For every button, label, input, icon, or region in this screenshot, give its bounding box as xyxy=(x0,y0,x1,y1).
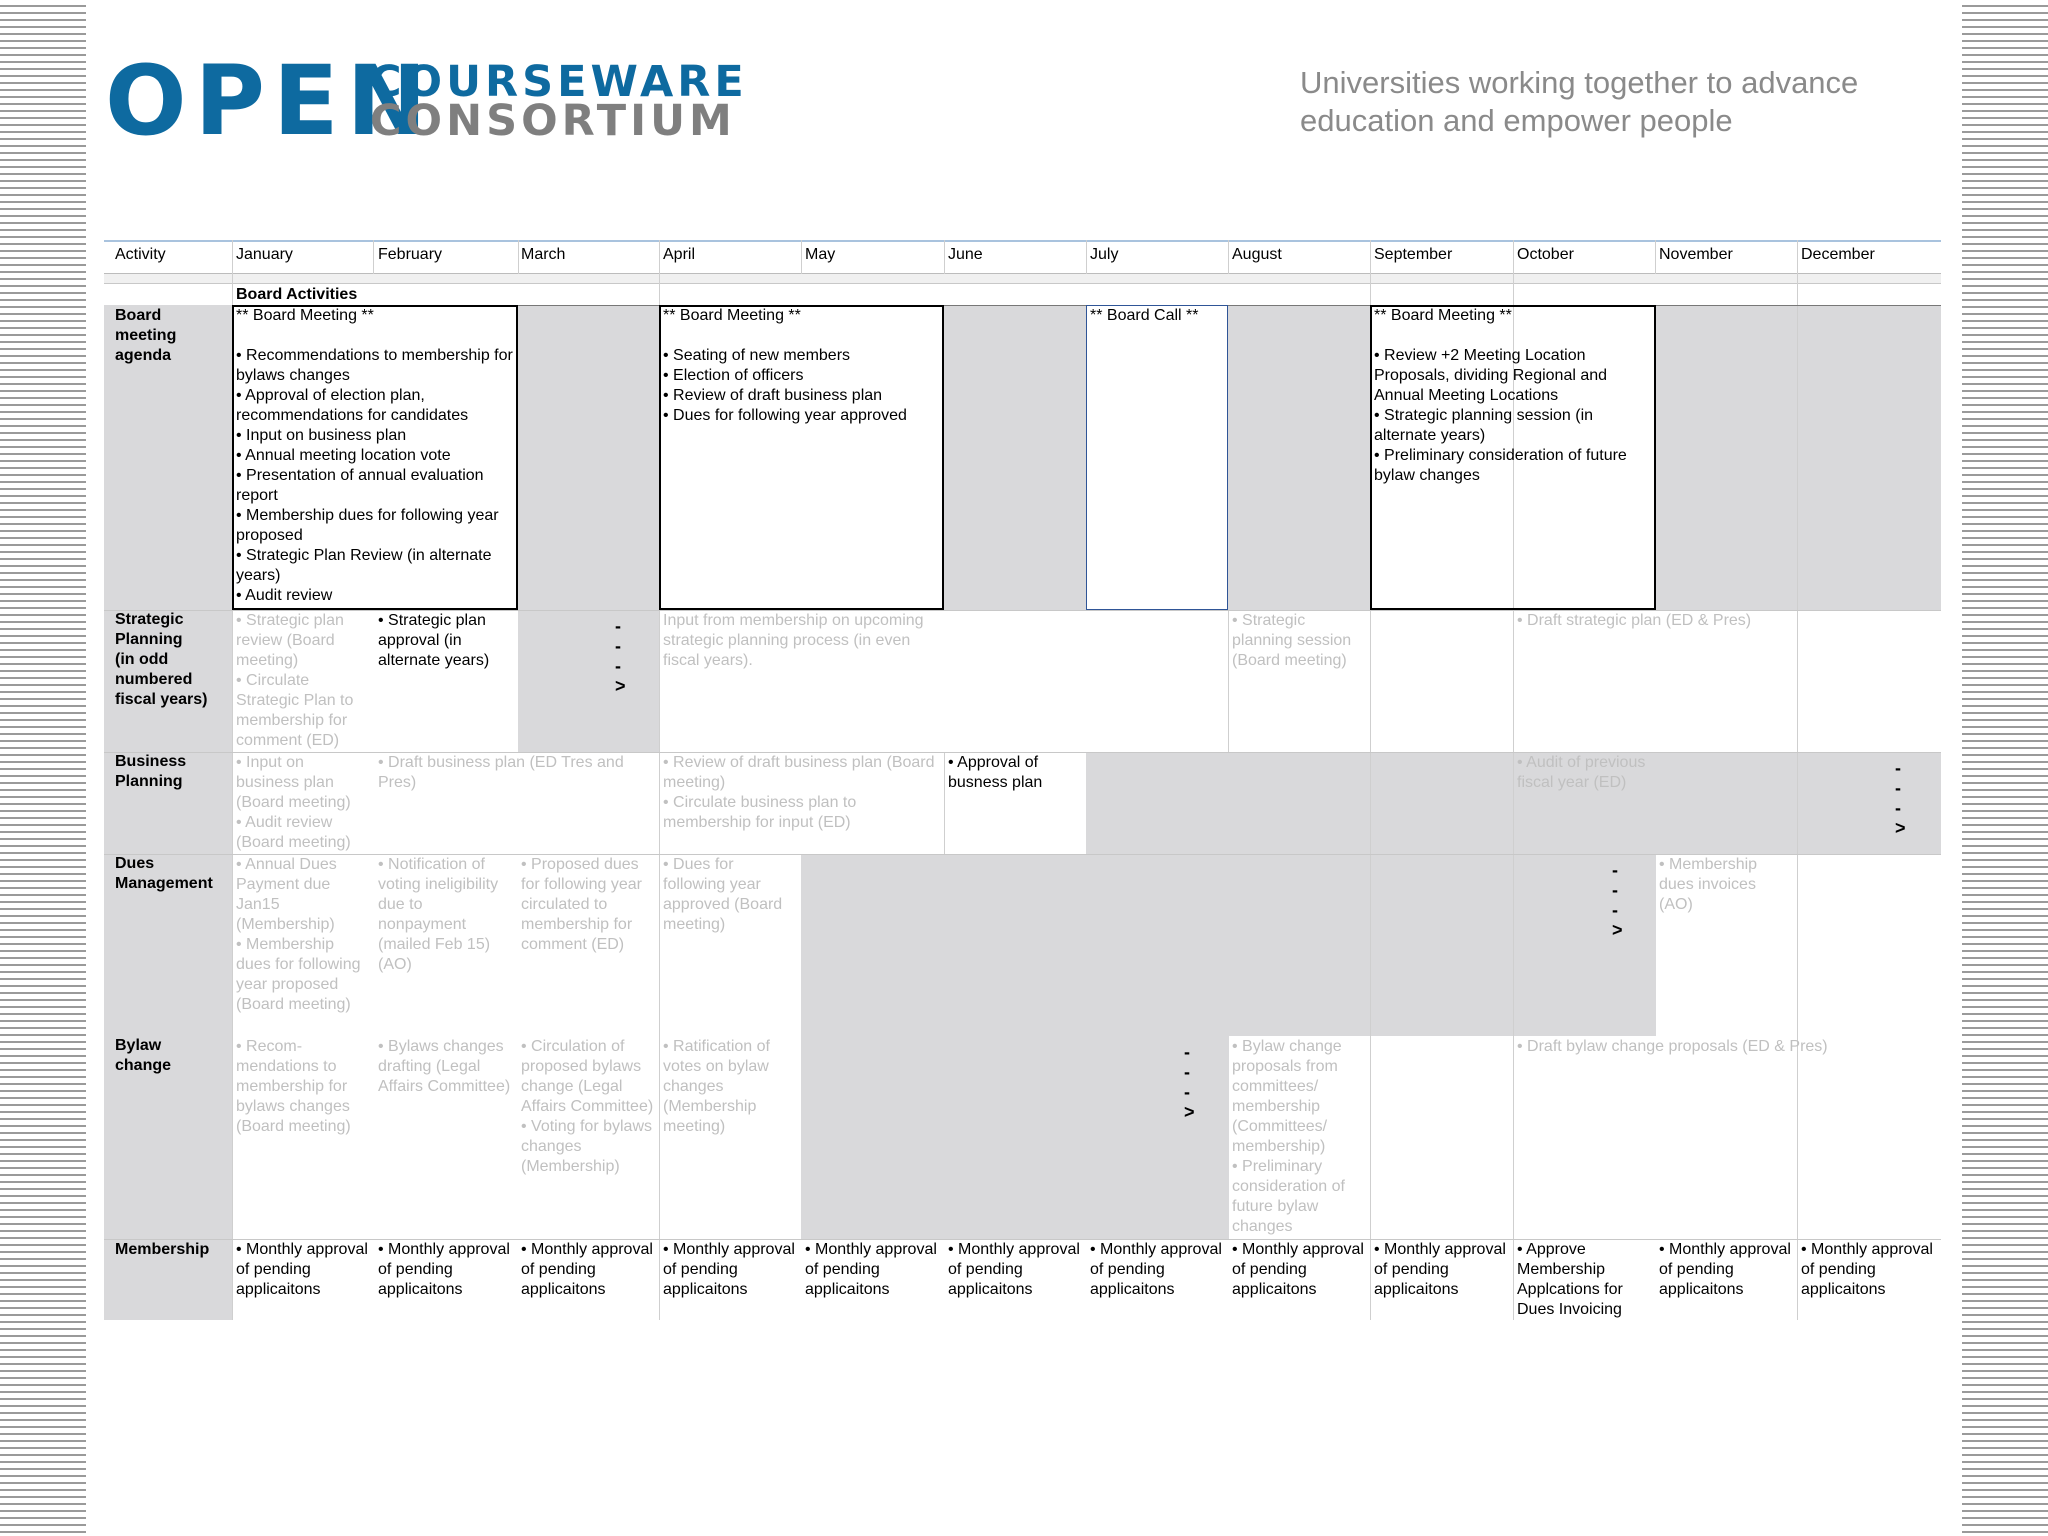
board-meeting-jan-text: ** Board Meeting ** • Recommendations to membership for bylaws changes • Approval of election plan, recommendations for candidates • Input on business plan • Annual meeting location vote • Presentation of annual evaluation report • Membership dues for following year proposed • Strategic Plan Review (in alternate years) • Audit review xyxy=(236,307,513,604)
membership-aug: • Monthly approval of pending applicaitons xyxy=(1232,1241,1364,1298)
business-feb: • Draft business plan (ED Tres and Pres) xyxy=(378,754,624,791)
dues-mar: • Proposed dues for following year circulated to membership for comment (ED) xyxy=(521,856,642,953)
strategic-oct: • Draft strategic plan (ED & Pres) xyxy=(1517,612,1752,629)
strategic-feb: • Strategic plan approval (in alternate years) xyxy=(378,612,490,669)
logo-open-text: OPEN xyxy=(105,45,435,157)
bylaw-jan: • Recom-mendations to membership for bylaws changes (Board meeting) xyxy=(236,1038,351,1135)
business-jan: • Input on business plan (Board meeting) • Audit review (Board meeting) xyxy=(236,754,351,851)
logo-consortium-text: CONSORTIUM xyxy=(370,96,736,146)
grid-line xyxy=(373,240,374,274)
strategic-jan: • Strategic plan review (Board meeting) • Circulate Strategic Plan to membership for comment (ED) xyxy=(236,612,354,749)
dues-feb: • Notification of voting ineligibility due to nonpayment (mailed Feb 15) (AO) xyxy=(378,856,499,973)
membership-nov: • Monthly approval of pending applicaitons xyxy=(1659,1241,1791,1298)
membership-mar: • Monthly approval of pending applicaitons xyxy=(521,1241,653,1298)
row-label-dues-management: Dues Management xyxy=(115,855,213,892)
tagline-line-2: education and empower people xyxy=(1300,103,1733,138)
col-header-march: March xyxy=(521,246,566,263)
bylaw-apr: • Ratification of votes on bylaw changes (Membership meeting) xyxy=(663,1038,770,1135)
grid-line xyxy=(1797,240,1798,1320)
section-title: Board Activities xyxy=(236,286,358,303)
bylaw-feb: • Bylaws changes drafting (Legal Affairs Committee) xyxy=(378,1038,511,1095)
dues-nov: • Membership dues invoices (AO) xyxy=(1659,856,1758,913)
spacer-row xyxy=(104,274,1941,284)
membership-jun: • Monthly approval of pending applicaitons xyxy=(948,1241,1080,1298)
col-header-october: October xyxy=(1517,246,1574,263)
membership-may: • Monthly approval of pending applicaitons xyxy=(805,1241,937,1298)
board-meeting-sep-text: ** Board Meeting ** • Review +2 Meeting Location Proposals, dividing Regional and Annual Meeting Locations • Strategic planning session (in alternate years) • Preliminary consideration of future bylaw changes xyxy=(1374,307,1627,484)
tagline xyxy=(1300,64,1940,140)
col-header-december: December xyxy=(1801,246,1875,263)
membership-apr: • Monthly approval of pending applicaitons xyxy=(663,1241,795,1298)
membership-jul: • Monthly approval of pending applicaitons xyxy=(1090,1241,1222,1298)
tagline-line-1: Universities working together to advance xyxy=(1300,65,1859,100)
business-oct: • Audit of previous fiscal year (ED) xyxy=(1517,754,1646,791)
shade-dues-may-oct xyxy=(801,854,1656,1036)
bylaw-aug: • Bylaw change proposals from committees/ membership (Committees/ membership) • Preliminary consideration of future bylaw changes xyxy=(1232,1038,1345,1235)
membership-feb: • Monthly approval of pending applicaitons xyxy=(378,1241,510,1298)
shade-strategic-mar xyxy=(518,610,659,752)
col-header-november: November xyxy=(1659,246,1733,263)
bylaw-oct: • Draft bylaw change proposals (ED & Pres) xyxy=(1517,1038,1828,1055)
business-apr: • Review of draft business plan (Board meeting) • Circulate business plan to membership for input (ED) xyxy=(663,754,935,831)
col-header-february: February xyxy=(378,246,443,263)
col-header-june: June xyxy=(948,246,983,263)
strategic-apr: Input from membership on upcoming strategic planning process (in even fiscal years). xyxy=(663,612,924,669)
row-label-bylaw-change: Bylaw change xyxy=(115,1037,172,1074)
board-meeting-apr-text: ** Board Meeting ** • Seating of new members • Election of officers • Review of draft business plan • Dues for following year approved xyxy=(663,307,907,424)
row-label-strategic-planning: Strategic Planning (in odd numbered fiscal years) xyxy=(115,611,208,708)
business-jun: • Approval of busness plan xyxy=(948,754,1043,791)
col-header-september: September xyxy=(1374,246,1453,263)
shade-bylaw-may-jul xyxy=(801,1036,1229,1239)
row-label-business-planning: Business Planning xyxy=(115,753,187,790)
membership-sep: • Monthly approval of pending applicaitons xyxy=(1374,1241,1506,1298)
bylaw-continuation-arrow: ---> xyxy=(1184,1042,1195,1122)
logo-courseware-text: COURSEWARE xyxy=(370,57,748,107)
col-header-august: August xyxy=(1232,246,1282,263)
board-call-jul-text: ** Board Call ** xyxy=(1090,307,1199,324)
membership-jan: • Monthly approval of pending applicaitons xyxy=(236,1241,368,1298)
col-header-april: April xyxy=(663,246,696,263)
membership-dec: • Monthly approval of pending applicaitons xyxy=(1801,1241,1933,1298)
col-header-january: January xyxy=(236,246,293,263)
row-label-membership: Membership xyxy=(115,1241,210,1258)
dues-continuation-arrow: ---> xyxy=(1612,860,1623,940)
dues-apr: • Dues for following year approved (Board meeting) xyxy=(663,856,783,933)
business-continuation-arrow: ---> xyxy=(1895,758,1906,838)
dues-jan: • Annual Dues Payment due Jan15 (Membership) • Membership dues for following year proposed (Board meeting) xyxy=(236,856,361,1013)
left-stripe-decoration xyxy=(0,0,86,1536)
board-call-box-jul xyxy=(1086,305,1228,610)
right-stripe-decoration xyxy=(1962,0,2048,1536)
bylaw-mar: • Circulation of proposed bylaws change (Legal Affairs Committee) • Voting for bylaws changes (Membership) xyxy=(521,1038,654,1175)
strategic-aug: • Strategic planning session (Board meeting) xyxy=(1232,612,1352,669)
strategic-continuation-arrow: ---> xyxy=(615,616,626,696)
row-label-board-meeting: Board meeting agenda xyxy=(115,307,177,364)
col-header-activity: Activity xyxy=(115,246,166,263)
col-header-may: May xyxy=(805,246,836,263)
membership-oct: • Approve Membership Applcations for Dues Invoicing xyxy=(1517,1241,1623,1318)
col-header-july: July xyxy=(1090,246,1119,263)
